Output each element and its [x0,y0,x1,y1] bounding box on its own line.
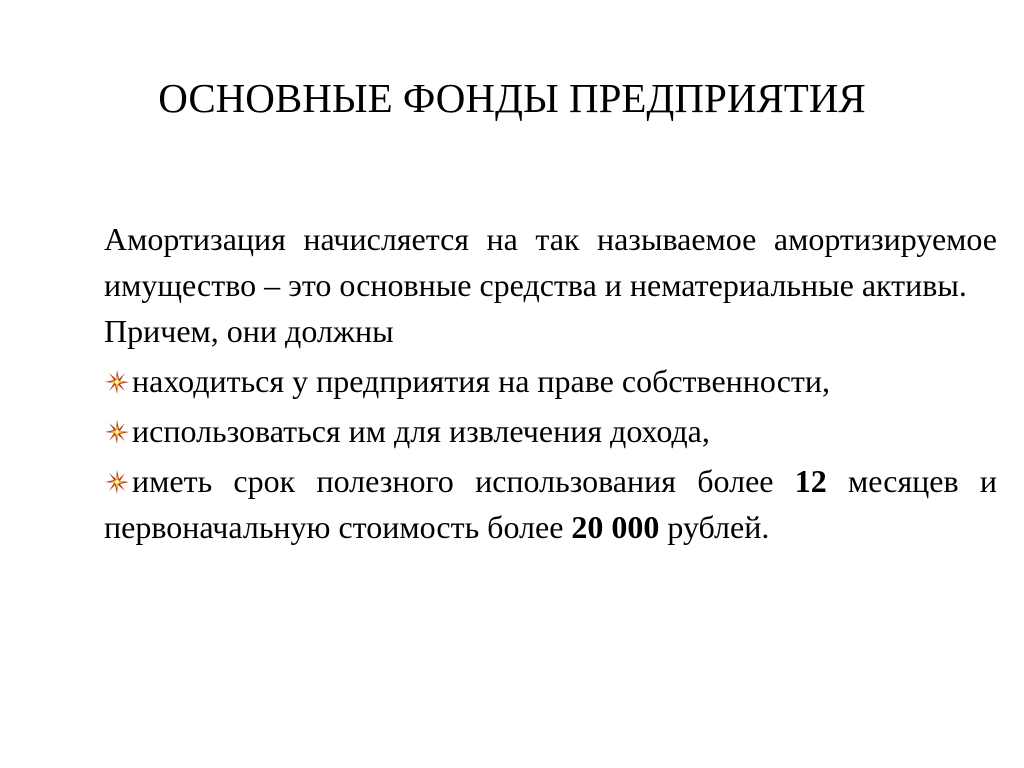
paragraph-amortization: Амортизация начисляется на так называемое амортизируемое имущество – это основные средства и нематериальные активы. [104,221,997,303]
bullet-text-income: использоваться им для извлечения дохода, [132,413,710,449]
bullet-text-ownership: находиться у предприятия на праве собственности, [132,363,831,399]
bullet-text-useful-life-part1: иметь срок полезного использования более [132,463,795,499]
starburst-bullet-icon [104,369,130,395]
cost-number: 20 000 [571,509,660,545]
months-number: 12 [794,463,827,499]
slide-body [104,216,997,550]
bullet-text-useful-life-part3: рублей. [659,509,770,545]
bullet-text-useful-life-part2: месяцев и первоначальную стоимость более [104,463,997,545]
bullet-item-useful-life [104,458,997,550]
bullet-item-income [104,408,997,454]
starburst-bullet-icon [104,419,130,445]
bullet-item-ownership [104,358,997,404]
paragraph-moreover: Причем, они должны [104,313,394,349]
slide-title: ОСНОВНЫЕ ФОНДЫ ПРЕДПРИЯТИЯ [158,75,866,121]
starburst-bullet-icon [104,469,130,495]
